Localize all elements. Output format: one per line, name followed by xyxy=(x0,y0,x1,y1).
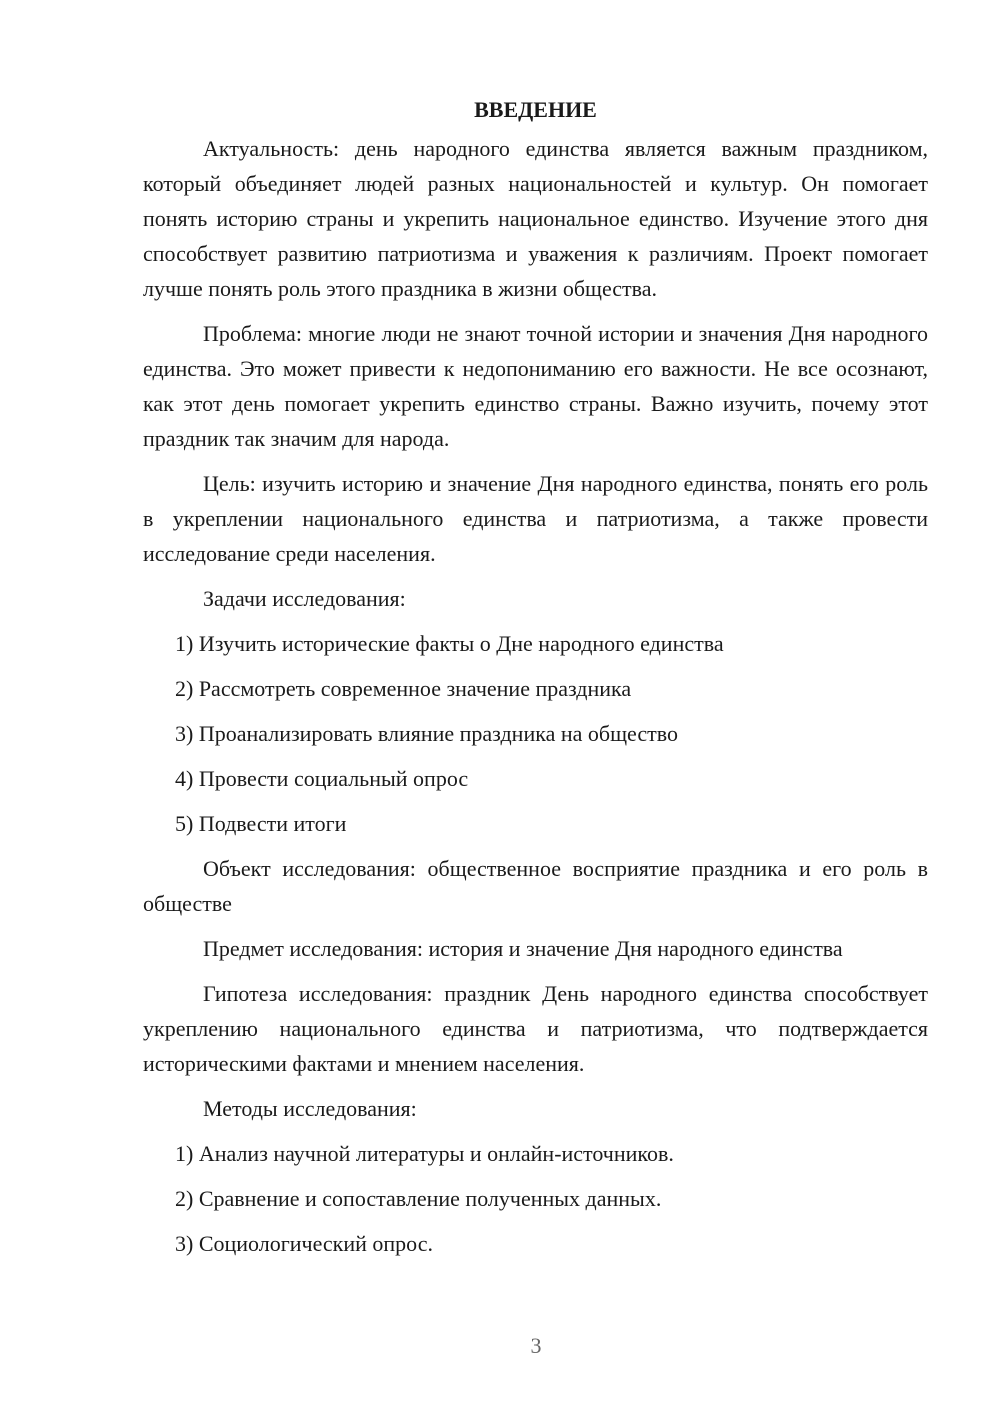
hypothesis-paragraph: Гипотеза исследования: праздник День народного единства способствует укреплению национального единства и патриотизма, что подтверждается историческими фактами и мнением населения. xyxy=(143,981,928,1076)
list-item: 4) Провести социальный опрос xyxy=(175,766,469,791)
list-item: 3) Социологический опрос. xyxy=(175,1231,433,1256)
goal-paragraph: Цель: изучить историю и значение Дня народного единства, понять его роль в укреплении национального единства и патриотизма, а также провести исследование среди населения. xyxy=(143,471,928,566)
page-content xyxy=(143,92,928,1271)
subject-paragraph: Предмет исследования: история и значение Дня народного единства xyxy=(203,936,843,961)
list-item: 1) Анализ научной литературы и онлайн-источников. xyxy=(175,1141,674,1166)
methods-list xyxy=(143,1136,928,1261)
tasks-list xyxy=(143,626,928,841)
list-item: 2) Рассмотреть современное значение праздника xyxy=(175,676,632,701)
list-item: 3) Проанализировать влияние праздника на общество xyxy=(175,721,678,746)
methods-heading: Методы исследования: xyxy=(203,1096,417,1121)
object-paragraph: Объект исследования: общественное восприятие праздника и его роль в обществе xyxy=(143,856,928,916)
list-item: 5) Подвести итоги xyxy=(175,811,347,836)
problem-paragraph: Проблема: многие люди не знают точной истории и значения Дня народного единства. Это может привести к недопониманию его важности. Не все осознают, как этот день помогает укрепить единство страны. Важно изучить, почему этот праздник так значим для народа. xyxy=(143,321,928,451)
list-item: 1) Изучить исторические факты о Дне народного единства xyxy=(175,631,724,656)
section-title: ВВЕДЕНИЕ xyxy=(474,97,597,122)
relevance-paragraph: Актуальность: день народного единства является важным праздником, который объединяет людей разных национальностей и культур. Он помогает понять историю страны и укрепить национальное единство. Изучение этого дня способствует развитию патриотизма и уважения к различиям. Проект помогает лучше понять роль этого праздника в жизни общества. xyxy=(143,136,928,301)
list-item: 2) Сравнение и сопоставление полученных данных. xyxy=(175,1186,662,1211)
page-number: 3 xyxy=(530,1333,542,1358)
tasks-heading: Задачи исследования: xyxy=(203,586,406,611)
